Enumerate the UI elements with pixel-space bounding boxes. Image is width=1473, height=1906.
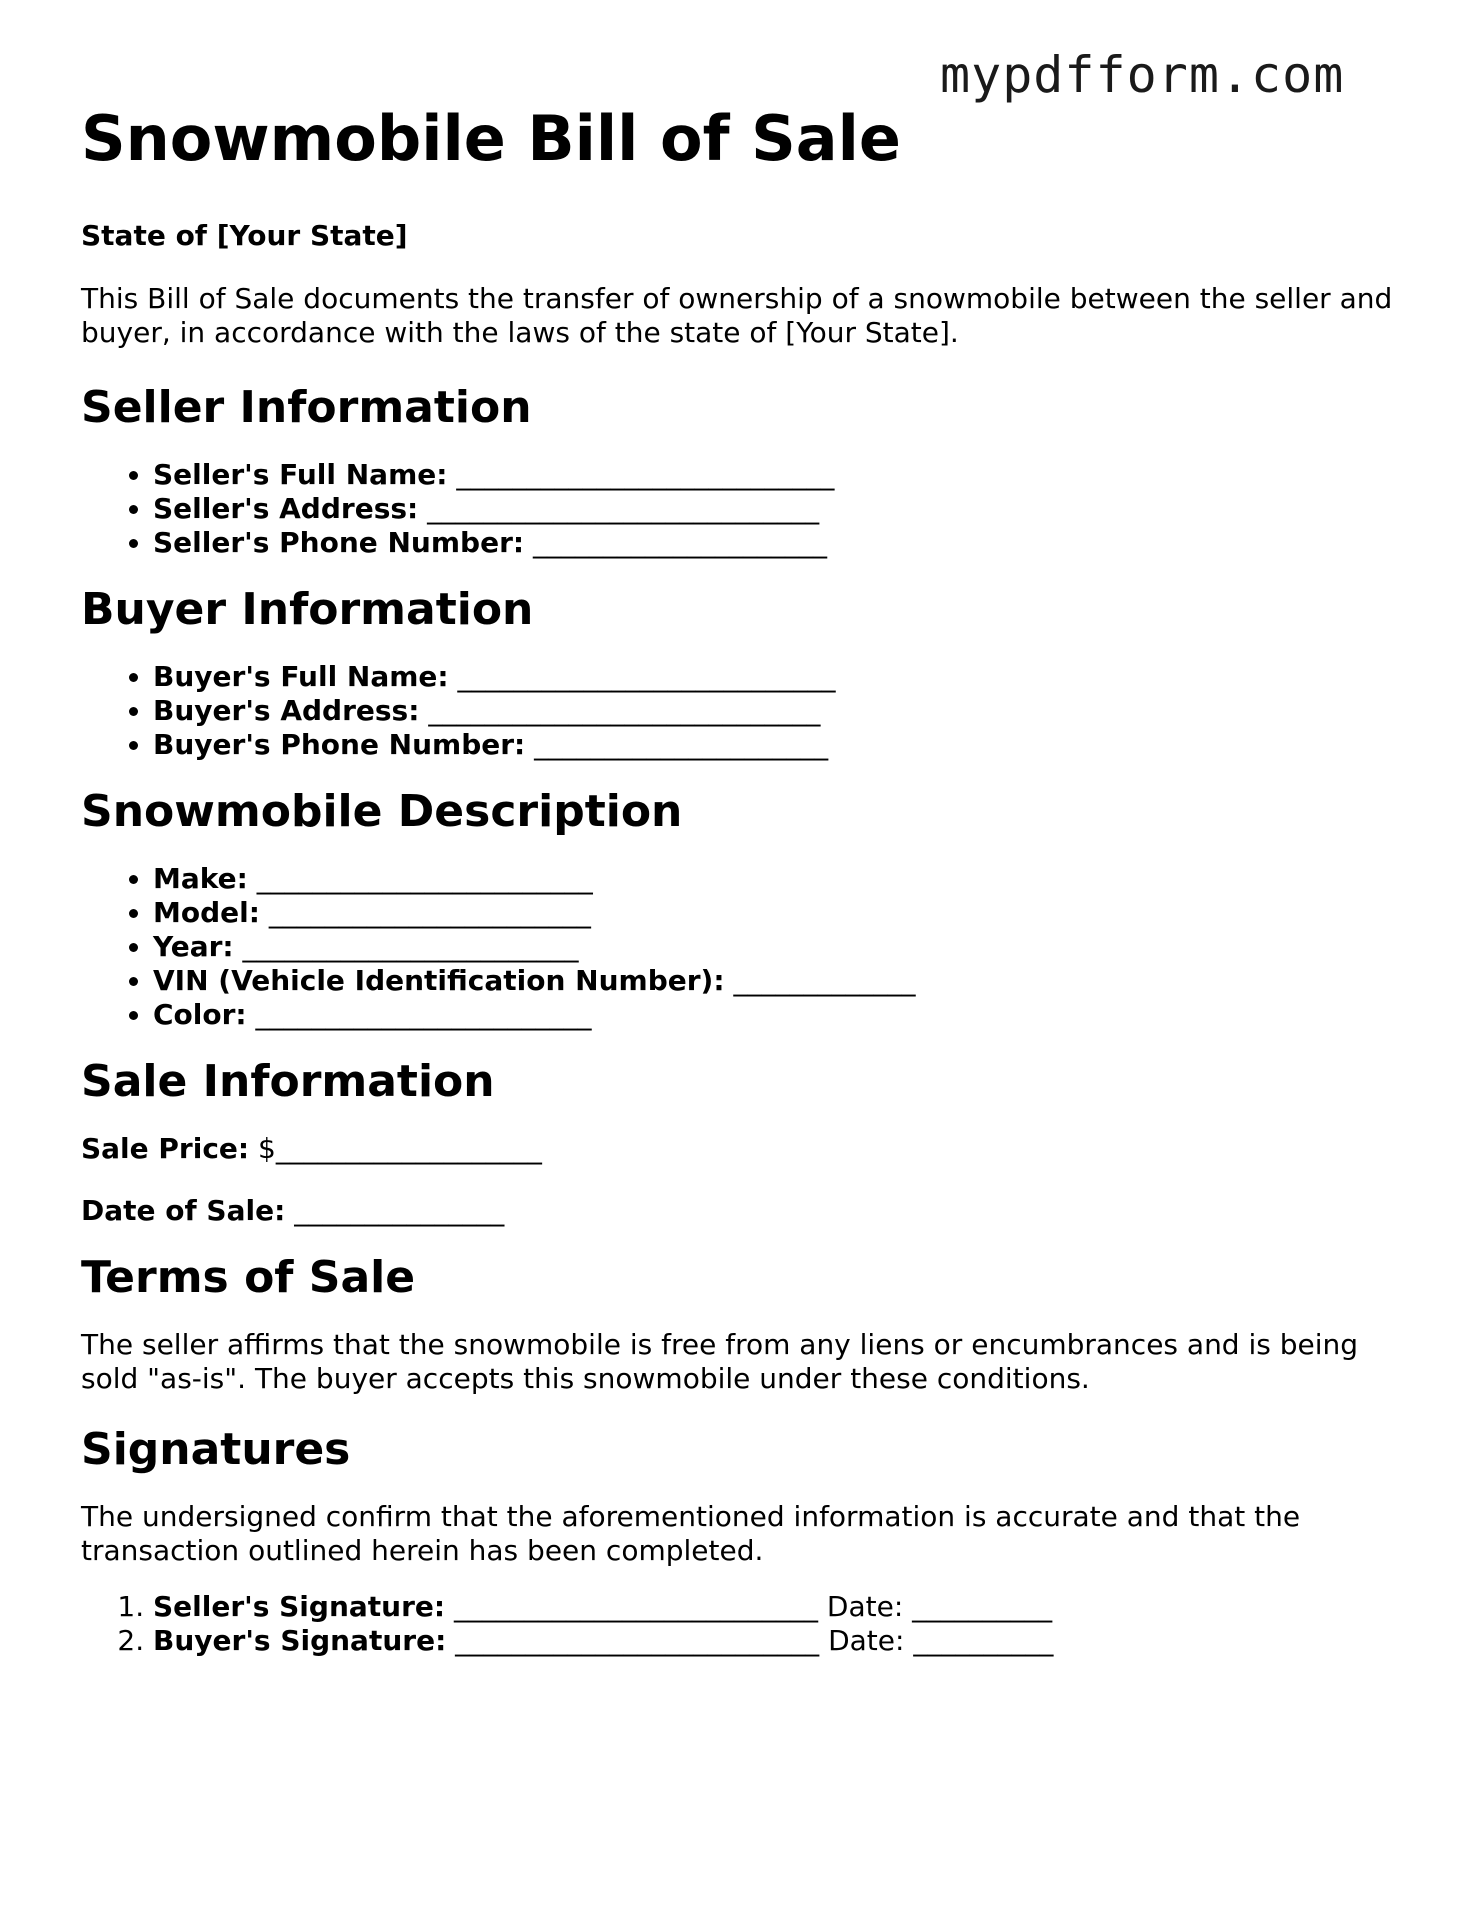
field-label: Sale Price: bbox=[81, 1132, 250, 1165]
field-label: VIN (Vehicle Identification Number): bbox=[153, 964, 725, 997]
sale-price-blank[interactable]: $___________________ bbox=[258, 1132, 542, 1165]
date-blank[interactable]: __________ bbox=[913, 1624, 1054, 1657]
buyer-list bbox=[81, 660, 1401, 762]
field-label: Seller's Full Name: bbox=[153, 458, 448, 491]
list-item bbox=[153, 458, 1401, 492]
seller-list bbox=[81, 458, 1401, 560]
page-title: Snowmobile Bill of Sale bbox=[81, 102, 901, 175]
field-label: Make: bbox=[153, 862, 248, 895]
fill-blank[interactable]: _______________________ bbox=[268, 896, 591, 929]
terms-paragraph: The seller affirms that the snowmobile is free from any liens or encumbrances and is being sold "as-is". The buyer accepts this snowmobile under these conditions. bbox=[81, 1328, 1359, 1395]
intro-paragraph: This Bill of Sale documents the transfer of ownership of a snowmobile between the seller and buyer, in accordance with the laws of the state of [Your State]. bbox=[81, 282, 1393, 349]
field-label: Buyer's Phone Number: bbox=[153, 728, 526, 761]
list-item bbox=[153, 930, 1401, 964]
signature-blank[interactable]: __________________________ bbox=[455, 1624, 820, 1657]
state-line: State of [Your State] bbox=[81, 219, 408, 252]
sale-price-line bbox=[81, 1132, 1401, 1166]
description-list bbox=[81, 862, 1401, 1032]
list-item bbox=[153, 862, 1401, 896]
list-item bbox=[153, 1590, 1401, 1624]
field-label: Year: bbox=[153, 930, 234, 963]
date-label: Date: bbox=[826, 1590, 904, 1623]
description-heading: Snowmobile Description bbox=[81, 786, 683, 837]
field-label: Seller's Phone Number: bbox=[153, 526, 525, 559]
list-item bbox=[153, 896, 1401, 930]
fill-blank[interactable]: ____________________________ bbox=[428, 694, 821, 727]
field-label: Buyer's Full Name: bbox=[153, 660, 449, 693]
sale-heading: Sale Information bbox=[81, 1056, 495, 1107]
fill-blank[interactable]: ________________________ bbox=[255, 998, 592, 1031]
list-item bbox=[153, 1624, 1401, 1658]
bill-of-sale-document bbox=[81, 94, 1401, 1658]
fill-blank[interactable]: ___________________________ bbox=[456, 458, 835, 491]
list-item bbox=[153, 694, 1401, 728]
signatures-heading: Signatures bbox=[81, 1424, 351, 1475]
signatures-list bbox=[81, 1590, 1401, 1658]
list-item bbox=[153, 660, 1401, 694]
signature-blank[interactable]: __________________________ bbox=[454, 1590, 818, 1623]
signatures-paragraph: The undersigned confirm that the aforementioned information is accurate and that the transaction outlined herein has been completed. bbox=[81, 1500, 1301, 1567]
fill-blank[interactable]: ___________________________ bbox=[457, 660, 836, 693]
seller-heading: Seller Information bbox=[81, 382, 532, 433]
field-label: Date of Sale: bbox=[81, 1194, 286, 1227]
buyer-heading: Buyer Information bbox=[81, 584, 534, 635]
fill-blank[interactable]: ________________________ bbox=[256, 862, 593, 895]
fill-blank[interactable]: _____________ bbox=[733, 964, 916, 997]
list-item bbox=[153, 998, 1401, 1032]
sale-date-blank[interactable]: _______________ bbox=[294, 1194, 505, 1227]
field-label: Seller's Signature: bbox=[153, 1590, 446, 1623]
site-watermark: mypdfform.com bbox=[940, 46, 1345, 104]
fill-blank[interactable]: _____________________ bbox=[533, 526, 827, 559]
sale-date-line bbox=[81, 1194, 1401, 1228]
date-blank[interactable]: __________ bbox=[912, 1590, 1053, 1623]
list-item bbox=[153, 492, 1401, 526]
fill-blank[interactable]: ________________________ bbox=[242, 930, 579, 963]
field-label: Buyer's Address: bbox=[153, 694, 420, 727]
field-label: Seller's Address: bbox=[153, 492, 419, 525]
fill-blank[interactable]: _____________________ bbox=[534, 728, 829, 761]
field-label: Color: bbox=[153, 998, 247, 1031]
fill-blank[interactable]: ____________________________ bbox=[427, 492, 820, 525]
field-label: Model: bbox=[153, 896, 260, 929]
date-label: Date: bbox=[828, 1624, 905, 1657]
list-item bbox=[153, 728, 1401, 762]
list-item bbox=[153, 964, 1401, 998]
terms-heading: Terms of Sale bbox=[81, 1252, 416, 1303]
field-label: Buyer's Signature: bbox=[153, 1624, 447, 1657]
list-item bbox=[153, 526, 1401, 560]
